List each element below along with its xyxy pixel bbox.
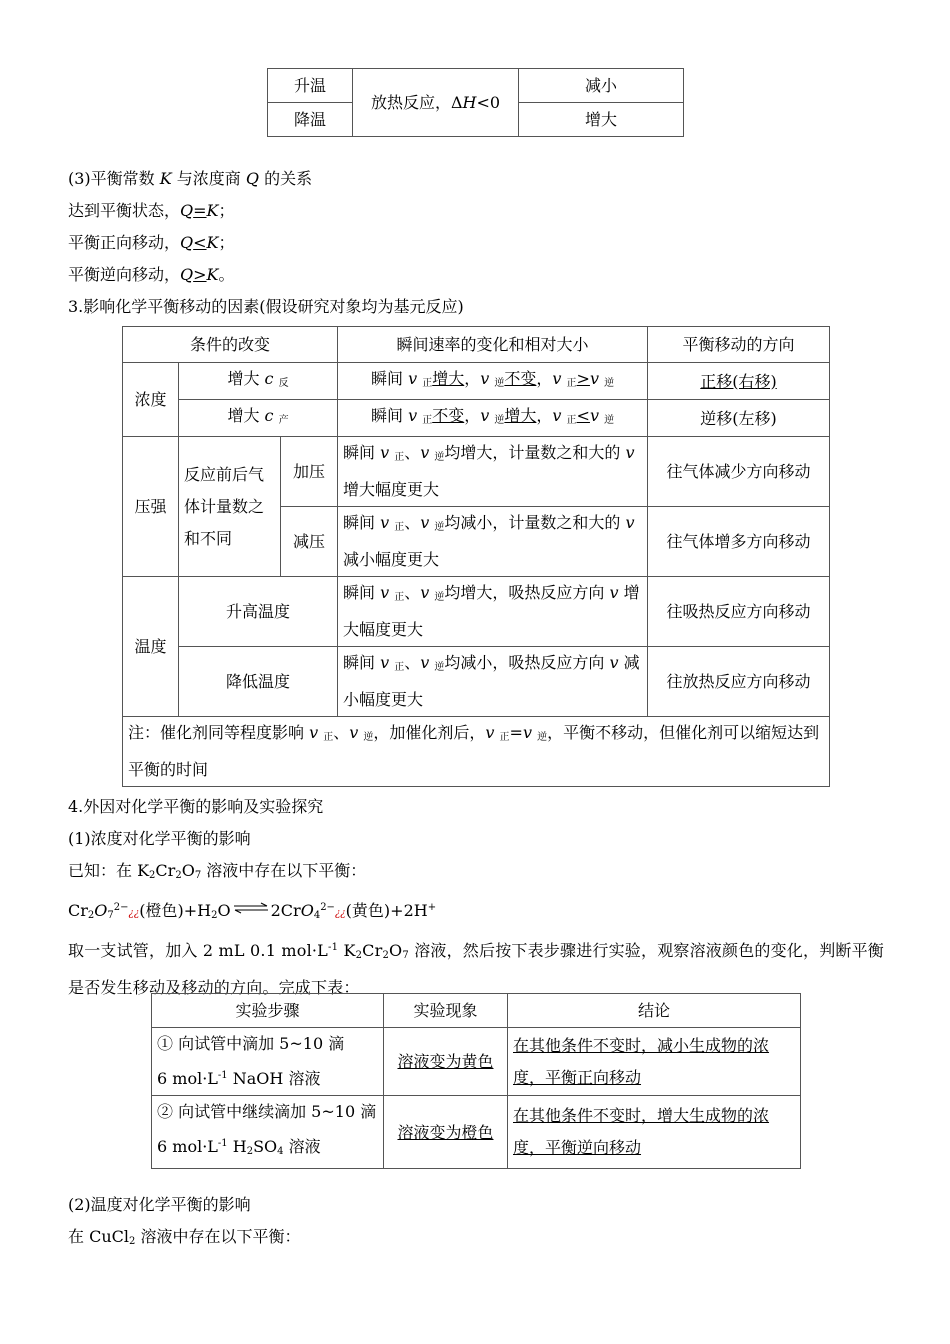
top-row1-result: 减小 <box>519 69 684 103</box>
conc-row1-cond: 增大 c $_反$ <box>179 363 338 400</box>
kq-line3: 平衡逆向移动，Q>K。 <box>68 265 235 284</box>
pressure-row1-rate: 瞬间 v $_正$、v $_逆$均增大，计量数之和大的 v 增大幅度更大 <box>338 437 648 507</box>
temp-row2-cond: 降低温度 <box>179 647 338 717</box>
conc-label: 浓度 <box>123 363 179 437</box>
factors-table <box>122 326 830 787</box>
pressure-label: 压强 <box>123 437 179 577</box>
k2cr2o7-known: 已知：在 $K_2Cr_2O_7$ 溶液中存在以下平衡： <box>68 861 367 881</box>
temp-row1-rate: 瞬间 v $_正$、v $_逆$均增大，吸热反应方向 v 增大幅度更大 <box>338 577 648 647</box>
temp-row1-dir: 往吸热反应方向移动 <box>648 577 830 647</box>
top-table <box>267 68 684 137</box>
catalyst-note: 注：催化剂同等程度影响 v $_正$、v $_逆$，加催化剂后，v $_正$=v $_逆$，平衡不移动，但催化剂可以缩短达到平衡的时间 <box>123 717 830 787</box>
exp-header-step: 实验步骤 <box>152 994 384 1028</box>
top-row2-cond: 降温 <box>268 103 353 137</box>
top-row2-result: 增大 <box>519 103 684 137</box>
section4-heading: 4.外因对化学平衡的影响及实验探究 <box>68 797 324 816</box>
exp-row1-phenomenon: 溶液变为黄色 <box>384 1028 508 1096</box>
conc-row1-dir: 正移(右移) <box>648 363 830 400</box>
header-direction: 平衡移动的方向 <box>648 327 830 363</box>
pressure-row2-dir: 往气体增多方向移动 <box>648 507 830 577</box>
temp-label: 温度 <box>123 577 179 717</box>
section3-heading: 3.影响化学平衡移动的因素(假设研究对象均为基元反应) <box>68 297 464 316</box>
top-reaction: 放热反应，ΔH<0 <box>353 69 519 137</box>
exp-header-conclusion: 结论 <box>508 994 801 1028</box>
temp-row2-rate: 瞬间 v $_正$、v $_逆$均减小，吸热反应方向 v 减小幅度更大 <box>338 647 648 717</box>
procedure-text: 取一支试管，加入 2 mL 0.1 $mol\cdot L^{-1}$ $K_2Cr_2O_7$ 溶液，然后按下表步骤进行实验，观察溶液颜色的变化，判断平衡是否发生移动及移动的方向。完成下表： <box>68 941 885 997</box>
exp-row2-conclusion: 在其他条件不变时，增大生成物的浓度，平衡逆向移动 <box>508 1096 801 1169</box>
cucl2-text: 在 CuCl$_2$ 溶液中存在以下平衡： <box>68 1227 301 1247</box>
equilibrium-arrow-icon <box>233 902 269 914</box>
pressure-sub-label: 反应前后气体计量数之和不同 <box>179 437 281 577</box>
pressure-row2-cond: 减压 <box>281 507 338 577</box>
pressure-row2-rate: 瞬间 v $_正$、v $_逆$均减小，计量数之和大的 v 减小幅度更大 <box>338 507 648 577</box>
top-row1-cond: 升温 <box>268 69 353 103</box>
experiment-table <box>151 993 801 1169</box>
pressure-row1-cond: 加压 <box>281 437 338 507</box>
temp-row2-dir: 往放热反应方向移动 <box>648 647 830 717</box>
section4-sub2: (2)温度对化学平衡的影响 <box>68 1195 251 1214</box>
conc-row1-rate: 瞬间 v $_正$增大，v $_逆$不变，v $_正$>v $_逆$ <box>338 363 648 400</box>
exp-row2-phenomenon: 溶液变为橙色 <box>384 1096 508 1169</box>
exp-row1-step: ① 向试管中滴加 5~10 滴 6 $mol\cdot L^{-1}$ NaOH 溶液 <box>152 1028 384 1096</box>
temp-row1-cond: 升高温度 <box>179 577 338 647</box>
kq-line2: 平衡正向移动，Q<K； <box>68 233 235 252</box>
exp-header-phenomenon: 实验现象 <box>384 994 508 1028</box>
header-rate: 瞬间速率的变化和相对大小 <box>338 327 648 363</box>
conc-row2-rate: 瞬间 v $_正$不变，v $_逆$增大，v $_正$<v $_逆$ <box>338 400 648 437</box>
exp-row1-conclusion: 在其他条件不变时，减小生成物的浓度，平衡正向移动 <box>508 1028 801 1096</box>
exp-row2-step: ② 向试管中继续滴加 5~10 滴 6 $mol\cdot L^{-1}$ $H_2SO_4$ 溶液 <box>152 1096 384 1169</box>
kq-heading: (3)平衡常数 K 与浓度商 Q 的关系 <box>68 169 313 188</box>
kq-line1: 达到平衡状态，Q=K； <box>68 201 235 220</box>
pressure-row1-dir: 往气体减少方向移动 <box>648 437 830 507</box>
header-condition: 条件的改变 <box>123 327 338 363</box>
chromate-equation: $Cr_2O_7^{2-}¿¿$(橙色)$+H_2O$ 2CrO$_4^{2-}$¿¿(黄色)+2H+ <box>68 901 437 921</box>
conc-row2-cond: 增大 c $_产$ <box>179 400 338 437</box>
section4-sub1: (1)浓度对化学平衡的影响 <box>68 829 251 848</box>
conc-row2-dir: 逆移(左移) <box>648 400 830 437</box>
